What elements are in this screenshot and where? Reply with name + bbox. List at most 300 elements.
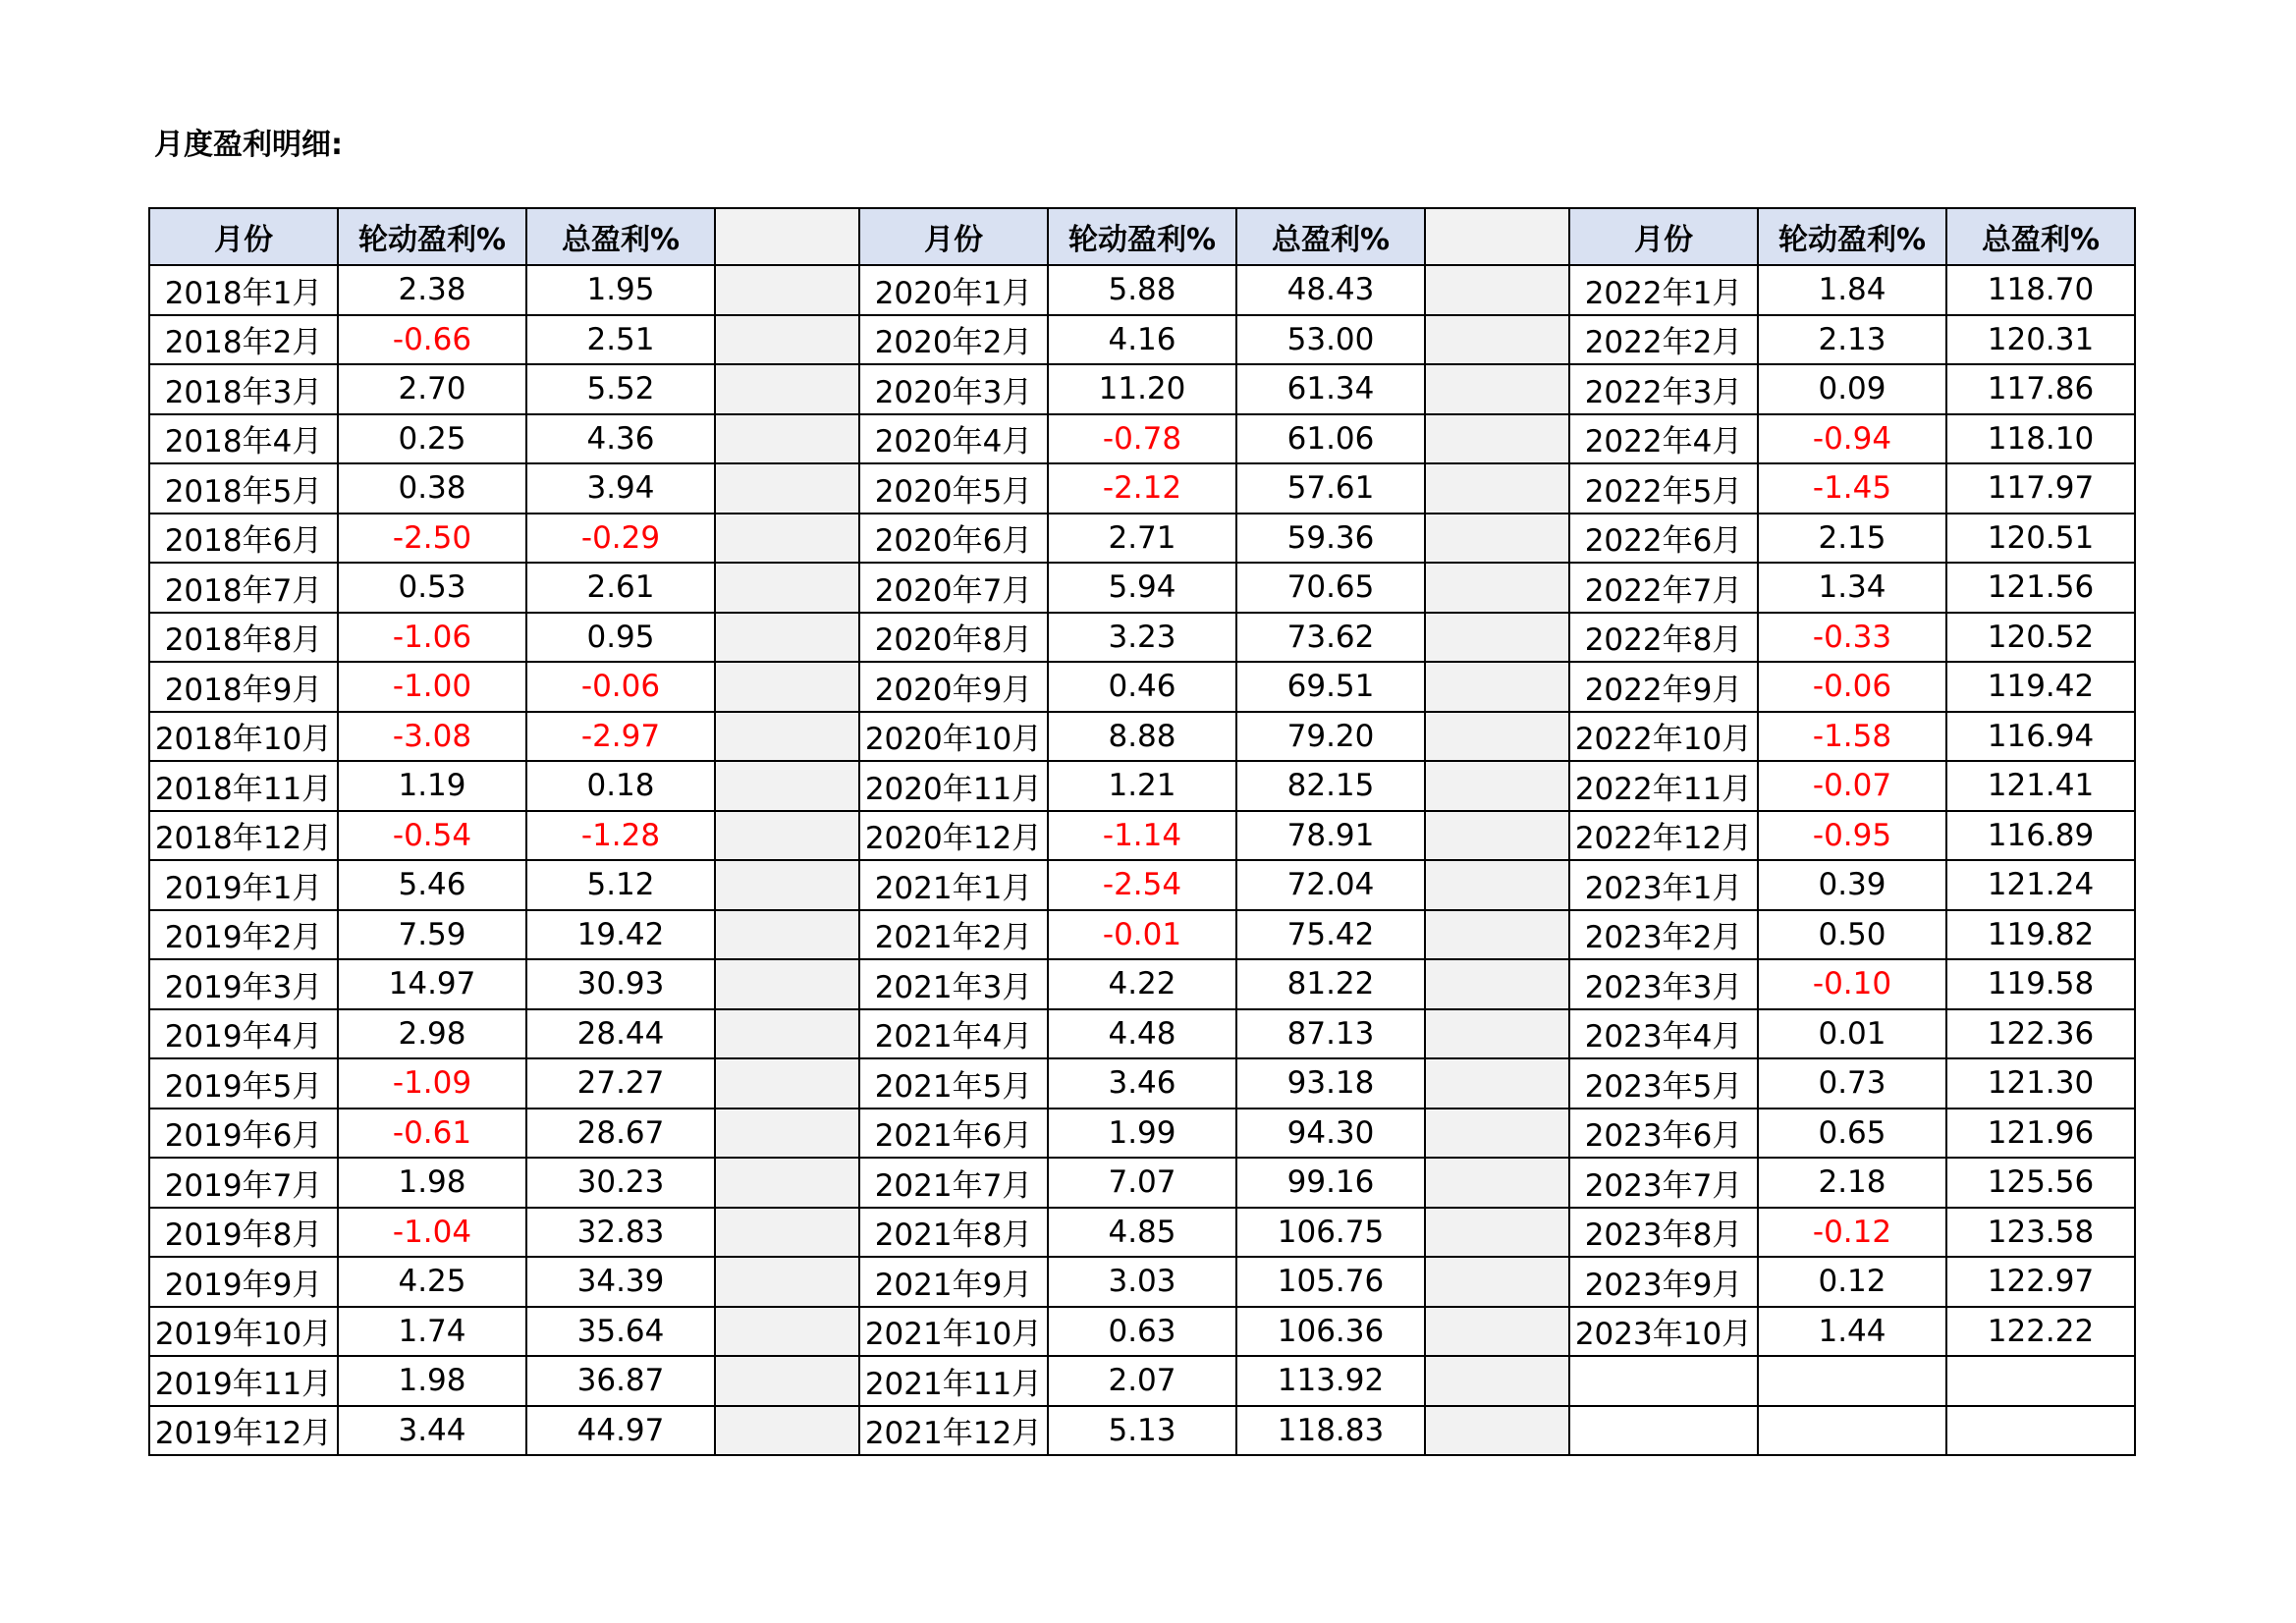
cell-month: 2020年8月 [859,613,1048,663]
cell-month: 2023年3月 [1569,959,1758,1009]
cell-rotation-profit: 1.34 [1758,563,1946,613]
cell-total-profit: 73.62 [1236,613,1425,663]
spacer-cell [715,1009,859,1059]
cell-rotation-profit: 0.01 [1758,1009,1946,1059]
cell-month: 2018年9月 [149,662,338,712]
spacer-cell [715,1058,859,1109]
table-row [149,514,2135,564]
cell-rotation-profit: 0.46 [1048,662,1236,712]
cell-rotation-profit: 5.88 [1048,265,1236,315]
cell-month: 2019年4月 [149,1009,338,1059]
table-row [149,662,2135,712]
cell-total-profit: 34.39 [526,1257,715,1307]
cell-month: 2022年4月 [1569,414,1758,464]
cell-total-profit: 120.31 [1946,315,2135,365]
cell-month: 2019年11月 [149,1356,338,1406]
cell-rotation-profit: 0.50 [1758,910,1946,960]
cell-month: 2019年2月 [149,910,338,960]
cell-total-profit: 123.58 [1946,1208,2135,1258]
cell-month: 2023年5月 [1569,1058,1758,1109]
cell-rotation-profit: -2.54 [1048,860,1236,910]
cell-rotation-profit: 2.70 [338,364,526,414]
cell-rotation-profit: 3.23 [1048,613,1236,663]
cell-total-profit: 2.61 [526,563,715,613]
cell-rotation-profit: -0.33 [1758,613,1946,663]
cell-rotation-profit: 1.19 [338,761,526,811]
cell-total-profit: 30.93 [526,959,715,1009]
cell-month: 2022年5月 [1569,463,1758,514]
cell-total-profit: 48.43 [1236,265,1425,315]
cell-month: 2020年7月 [859,563,1048,613]
cell-rotation-profit: -0.01 [1048,910,1236,960]
cell-rotation-profit [1758,1406,1946,1456]
spacer-cell [715,761,859,811]
cell-month: 2020年9月 [859,662,1048,712]
spacer-cell [715,712,859,762]
cell-month: 2021年4月 [859,1009,1048,1059]
spacer-cell [1425,414,1569,464]
cell-month: 2022年9月 [1569,662,1758,712]
cell-month: 2019年1月 [149,860,338,910]
cell-month: 2020年10月 [859,712,1048,762]
cell-rotation-profit: 4.16 [1048,315,1236,365]
cell-month: 2020年5月 [859,463,1048,514]
cell-rotation-profit: -1.14 [1048,811,1236,861]
header-month: 月份 [149,208,338,265]
spacer-cell [1425,1307,1569,1357]
table-row [149,315,2135,365]
cell-month: 2020年6月 [859,514,1048,564]
cell-total-profit: 121.24 [1946,860,2135,910]
cell-total-profit: 44.97 [526,1406,715,1456]
cell-total-profit: 35.64 [526,1307,715,1357]
spacer-cell [715,1406,859,1456]
cell-month: 2020年2月 [859,315,1048,365]
cell-rotation-profit: -3.08 [338,712,526,762]
cell-rotation-profit: 5.94 [1048,563,1236,613]
spacer-cell [715,1208,859,1258]
spacer-cell [715,208,859,265]
cell-total-profit: 119.58 [1946,959,2135,1009]
cell-total-profit: 79.20 [1236,712,1425,762]
cell-rotation-profit: -0.78 [1048,414,1236,464]
cell-total-profit: 32.83 [526,1208,715,1258]
cell-total-profit: 53.00 [1236,315,1425,365]
cell-rotation-profit: -2.12 [1048,463,1236,514]
cell-month: 2021年3月 [859,959,1048,1009]
table-row [149,1257,2135,1307]
cell-rotation-profit: 2.18 [1758,1158,1946,1208]
spacer-cell [1425,315,1569,365]
cell-month: 2023年8月 [1569,1208,1758,1258]
header-rotation-profit: 轮动盈利% [338,208,526,265]
spacer-cell [715,910,859,960]
cell-month: 2018年7月 [149,563,338,613]
table-row [149,910,2135,960]
table-row [149,860,2135,910]
cell-rotation-profit: -1.04 [338,1208,526,1258]
table-row [149,761,2135,811]
header-row [149,208,2135,265]
cell-total-profit: 78.91 [1236,811,1425,861]
spacer-cell [715,662,859,712]
spacer-cell [715,414,859,464]
cell-rotation-profit: 0.38 [338,463,526,514]
cell-rotation-profit: 4.85 [1048,1208,1236,1258]
table-row [149,563,2135,613]
header-total-profit: 总盈利% [526,208,715,265]
spacer-cell [715,514,859,564]
cell-month: 2018年1月 [149,265,338,315]
cell-total-profit: 120.51 [1946,514,2135,564]
cell-total-profit: 118.83 [1236,1406,1425,1456]
cell-total-profit: 94.30 [1236,1109,1425,1159]
cell-total-profit: 36.87 [526,1356,715,1406]
cell-total-profit: 4.36 [526,414,715,464]
table-row [149,364,2135,414]
cell-rotation-profit: 0.25 [338,414,526,464]
cell-rotation-profit: 2.38 [338,265,526,315]
cell-total-profit: 106.75 [1236,1208,1425,1258]
cell-rotation-profit: -0.07 [1758,761,1946,811]
table-row [149,712,2135,762]
cell-month: 2018年11月 [149,761,338,811]
cell-month: 2019年12月 [149,1406,338,1456]
cell-rotation-profit: -1.00 [338,662,526,712]
table-row [149,265,2135,315]
table-row [149,1158,2135,1208]
spacer-cell [1425,563,1569,613]
table-row [149,613,2135,663]
cell-total-profit: 116.89 [1946,811,2135,861]
cell-total-profit: 59.36 [1236,514,1425,564]
spacer-cell [715,1109,859,1159]
cell-month: 2018年2月 [149,315,338,365]
cell-month: 2019年7月 [149,1158,338,1208]
cell-rotation-profit: 2.07 [1048,1356,1236,1406]
cell-rotation-profit: -0.61 [338,1109,526,1159]
spacer-cell [1425,1158,1569,1208]
spacer-cell [715,563,859,613]
cell-month: 2023年6月 [1569,1109,1758,1159]
cell-rotation-profit: 1.84 [1758,265,1946,315]
cell-total-profit: 2.51 [526,315,715,365]
header-month: 月份 [1569,208,1758,265]
cell-month: 2018年5月 [149,463,338,514]
cell-month: 2022年7月 [1569,563,1758,613]
cell-month: 2021年7月 [859,1158,1048,1208]
table-row [149,1208,2135,1258]
header-total-profit: 总盈利% [1946,208,2135,265]
cell-rotation-profit: 11.20 [1048,364,1236,414]
spacer-cell [715,1356,859,1406]
cell-month: 2020年3月 [859,364,1048,414]
cell-rotation-profit: -1.09 [338,1058,526,1109]
cell-total-profit: 19.42 [526,910,715,960]
cell-total-profit: 72.04 [1236,860,1425,910]
cell-total-profit: 122.36 [1946,1009,2135,1059]
cell-month: 2021年5月 [859,1058,1048,1109]
cell-total-profit: 61.34 [1236,364,1425,414]
cell-rotation-profit: -0.66 [338,315,526,365]
cell-total-profit [1946,1356,2135,1406]
cell-rotation-profit: -0.06 [1758,662,1946,712]
cell-total-profit: 82.15 [1236,761,1425,811]
cell-month: 2023年9月 [1569,1257,1758,1307]
cell-rotation-profit: 8.88 [1048,712,1236,762]
cell-total-profit: 106.36 [1236,1307,1425,1357]
table-row [149,1109,2135,1159]
cell-total-profit: 105.76 [1236,1257,1425,1307]
cell-month: 2021年8月 [859,1208,1048,1258]
table-body [149,265,2135,1455]
cell-rotation-profit [1758,1356,1946,1406]
cell-rotation-profit: 14.97 [338,959,526,1009]
cell-month: 2019年10月 [149,1307,338,1357]
header-rotation-profit: 轮动盈利% [1048,208,1236,265]
table-row [149,1406,2135,1456]
cell-rotation-profit: 0.39 [1758,860,1946,910]
cell-total-profit: 0.95 [526,613,715,663]
cell-total-profit: 61.06 [1236,414,1425,464]
spacer-cell [715,364,859,414]
cell-month: 2020年12月 [859,811,1048,861]
cell-month: 2021年11月 [859,1356,1048,1406]
cell-total-profit: 70.65 [1236,563,1425,613]
cell-rotation-profit: 0.63 [1048,1307,1236,1357]
spacer-cell [1425,662,1569,712]
cell-total-profit: 3.94 [526,463,715,514]
spacer-cell [1425,613,1569,663]
spacer-cell [715,463,859,514]
cell-total-profit: 119.42 [1946,662,2135,712]
spacer-cell [1425,1406,1569,1456]
cell-total-profit: 57.61 [1236,463,1425,514]
cell-total-profit: 118.10 [1946,414,2135,464]
cell-total-profit: 117.97 [1946,463,2135,514]
cell-rotation-profit: 5.13 [1048,1406,1236,1456]
cell-rotation-profit: -1.58 [1758,712,1946,762]
cell-rotation-profit: -1.45 [1758,463,1946,514]
spacer-cell [1425,1257,1569,1307]
cell-rotation-profit: 2.98 [338,1009,526,1059]
cell-month: 2023年4月 [1569,1009,1758,1059]
cell-total-profit: 69.51 [1236,662,1425,712]
header-rotation-profit: 轮动盈利% [1758,208,1946,265]
spacer-cell [1425,1356,1569,1406]
cell-rotation-profit: -0.10 [1758,959,1946,1009]
spacer-cell [1425,1109,1569,1159]
cell-month: 2018年10月 [149,712,338,762]
spacer-cell [715,315,859,365]
cell-month: 2022年3月 [1569,364,1758,414]
spacer-cell [1425,1208,1569,1258]
spacer-cell [1425,860,1569,910]
cell-month: 2019年6月 [149,1109,338,1159]
cell-month: 2019年3月 [149,959,338,1009]
cell-month: 2021年9月 [859,1257,1048,1307]
cell-rotation-profit: 1.98 [338,1356,526,1406]
cell-total-profit: 117.86 [1946,364,2135,414]
header-total-profit: 总盈利% [1236,208,1425,265]
cell-rotation-profit: 0.53 [338,563,526,613]
cell-rotation-profit: 4.25 [338,1257,526,1307]
cell-rotation-profit: 1.74 [338,1307,526,1357]
table-row [149,414,2135,464]
cell-total-profit: 116.94 [1946,712,2135,762]
spacer-cell [1425,761,1569,811]
cell-total-profit: 0.18 [526,761,715,811]
cell-total-profit: 120.52 [1946,613,2135,663]
cell-rotation-profit: -0.54 [338,811,526,861]
cell-month: 2021年6月 [859,1109,1048,1159]
cell-total-profit: 5.52 [526,364,715,414]
cell-month: 2022年10月 [1569,712,1758,762]
cell-rotation-profit: 4.48 [1048,1009,1236,1059]
cell-total-profit: 99.16 [1236,1158,1425,1208]
cell-total-profit: 28.44 [526,1009,715,1059]
cell-rotation-profit: 1.98 [338,1158,526,1208]
header-month: 月份 [859,208,1048,265]
cell-rotation-profit: 0.65 [1758,1109,1946,1159]
cell-total-profit: 119.82 [1946,910,2135,960]
spacer-cell [715,613,859,663]
cell-month: 2020年1月 [859,265,1048,315]
table-row [149,959,2135,1009]
cell-month: 2020年11月 [859,761,1048,811]
cell-rotation-profit: 0.73 [1758,1058,1946,1109]
cell-month: 2023年2月 [1569,910,1758,960]
cell-rotation-profit: 3.44 [338,1406,526,1456]
cell-month: 2018年3月 [149,364,338,414]
cell-total-profit: 121.96 [1946,1109,2135,1159]
cell-total-profit: -1.28 [526,811,715,861]
cell-rotation-profit: 0.12 [1758,1257,1946,1307]
cell-rotation-profit: 2.13 [1758,315,1946,365]
cell-total-profit: 113.92 [1236,1356,1425,1406]
cell-total-profit: 121.30 [1946,1058,2135,1109]
cell-rotation-profit: -2.50 [338,514,526,564]
spacer-cell [1425,514,1569,564]
cell-total-profit: 81.22 [1236,959,1425,1009]
cell-rotation-profit: -0.95 [1758,811,1946,861]
cell-month: 2019年8月 [149,1208,338,1258]
cell-total-profit: 87.13 [1236,1009,1425,1059]
cell-total-profit: 75.42 [1236,910,1425,960]
spacer-cell [715,265,859,315]
page-title: 月度盈利明细: [154,128,343,162]
cell-month: 2022年11月 [1569,761,1758,811]
cell-total-profit: 28.67 [526,1109,715,1159]
table-row [149,811,2135,861]
cell-total-profit: 121.56 [1946,563,2135,613]
cell-month: 2019年9月 [149,1257,338,1307]
spacer-cell [1425,811,1569,861]
cell-month: 2022年1月 [1569,265,1758,315]
cell-month: 2021年12月 [859,1406,1048,1456]
spacer-cell [1425,1009,1569,1059]
table-row [149,1058,2135,1109]
cell-total-profit: 5.12 [526,860,715,910]
cell-month [1569,1356,1758,1406]
cell-month: 2020年4月 [859,414,1048,464]
cell-month: 2023年1月 [1569,860,1758,910]
cell-rotation-profit: 7.59 [338,910,526,960]
cell-total-profit: 122.97 [1946,1257,2135,1307]
cell-total-profit: -0.29 [526,514,715,564]
cell-rotation-profit: 2.15 [1758,514,1946,564]
cell-month: 2018年6月 [149,514,338,564]
cell-rotation-profit: 2.71 [1048,514,1236,564]
cell-total-profit: -2.97 [526,712,715,762]
table-row [149,1009,2135,1059]
cell-rotation-profit: 4.22 [1048,959,1236,1009]
spacer-cell [715,1158,859,1208]
table-row [149,1307,2135,1357]
cell-total-profit: 118.70 [1946,265,2135,315]
cell-month: 2019年5月 [149,1058,338,1109]
cell-month: 2023年7月 [1569,1158,1758,1208]
spacer-cell [1425,712,1569,762]
spacer-cell [715,1257,859,1307]
cell-total-profit: 30.23 [526,1158,715,1208]
spacer-cell [1425,463,1569,514]
cell-month: 2022年12月 [1569,811,1758,861]
cell-month: 2023年10月 [1569,1307,1758,1357]
cell-rotation-profit: 3.03 [1048,1257,1236,1307]
cell-month: 2018年8月 [149,613,338,663]
cell-month: 2021年2月 [859,910,1048,960]
cell-rotation-profit: 1.44 [1758,1307,1946,1357]
cell-total-profit: 27.27 [526,1058,715,1109]
spacer-cell [715,1307,859,1357]
cell-month: 2018年4月 [149,414,338,464]
cell-rotation-profit: 7.07 [1048,1158,1236,1208]
cell-rotation-profit: 3.46 [1048,1058,1236,1109]
spacer-cell [1425,364,1569,414]
cell-total-profit: 122.22 [1946,1307,2135,1357]
cell-total-profit: -0.06 [526,662,715,712]
cell-total-profit: 121.41 [1946,761,2135,811]
cell-rotation-profit: -0.94 [1758,414,1946,464]
table-row [149,1356,2135,1406]
cell-rotation-profit: 5.46 [338,860,526,910]
cell-total-profit [1946,1406,2135,1456]
cell-total-profit: 93.18 [1236,1058,1425,1109]
spacer-cell [1425,959,1569,1009]
monthly-profit-table [148,207,2136,1456]
cell-month [1569,1406,1758,1456]
cell-rotation-profit: -0.12 [1758,1208,1946,1258]
spacer-cell [715,860,859,910]
cell-rotation-profit: 1.21 [1048,761,1236,811]
spacer-cell [1425,910,1569,960]
spacer-cell [715,959,859,1009]
spacer-cell [1425,208,1569,265]
cell-month: 2022年2月 [1569,315,1758,365]
cell-total-profit: 125.56 [1946,1158,2135,1208]
spacer-cell [1425,265,1569,315]
cell-month: 2021年10月 [859,1307,1048,1357]
cell-rotation-profit: 0.09 [1758,364,1946,414]
cell-total-profit: 1.95 [526,265,715,315]
cell-rotation-profit: 1.99 [1048,1109,1236,1159]
cell-month: 2021年1月 [859,860,1048,910]
cell-month: 2022年8月 [1569,613,1758,663]
cell-month: 2022年6月 [1569,514,1758,564]
cell-rotation-profit: -1.06 [338,613,526,663]
table-row [149,463,2135,514]
